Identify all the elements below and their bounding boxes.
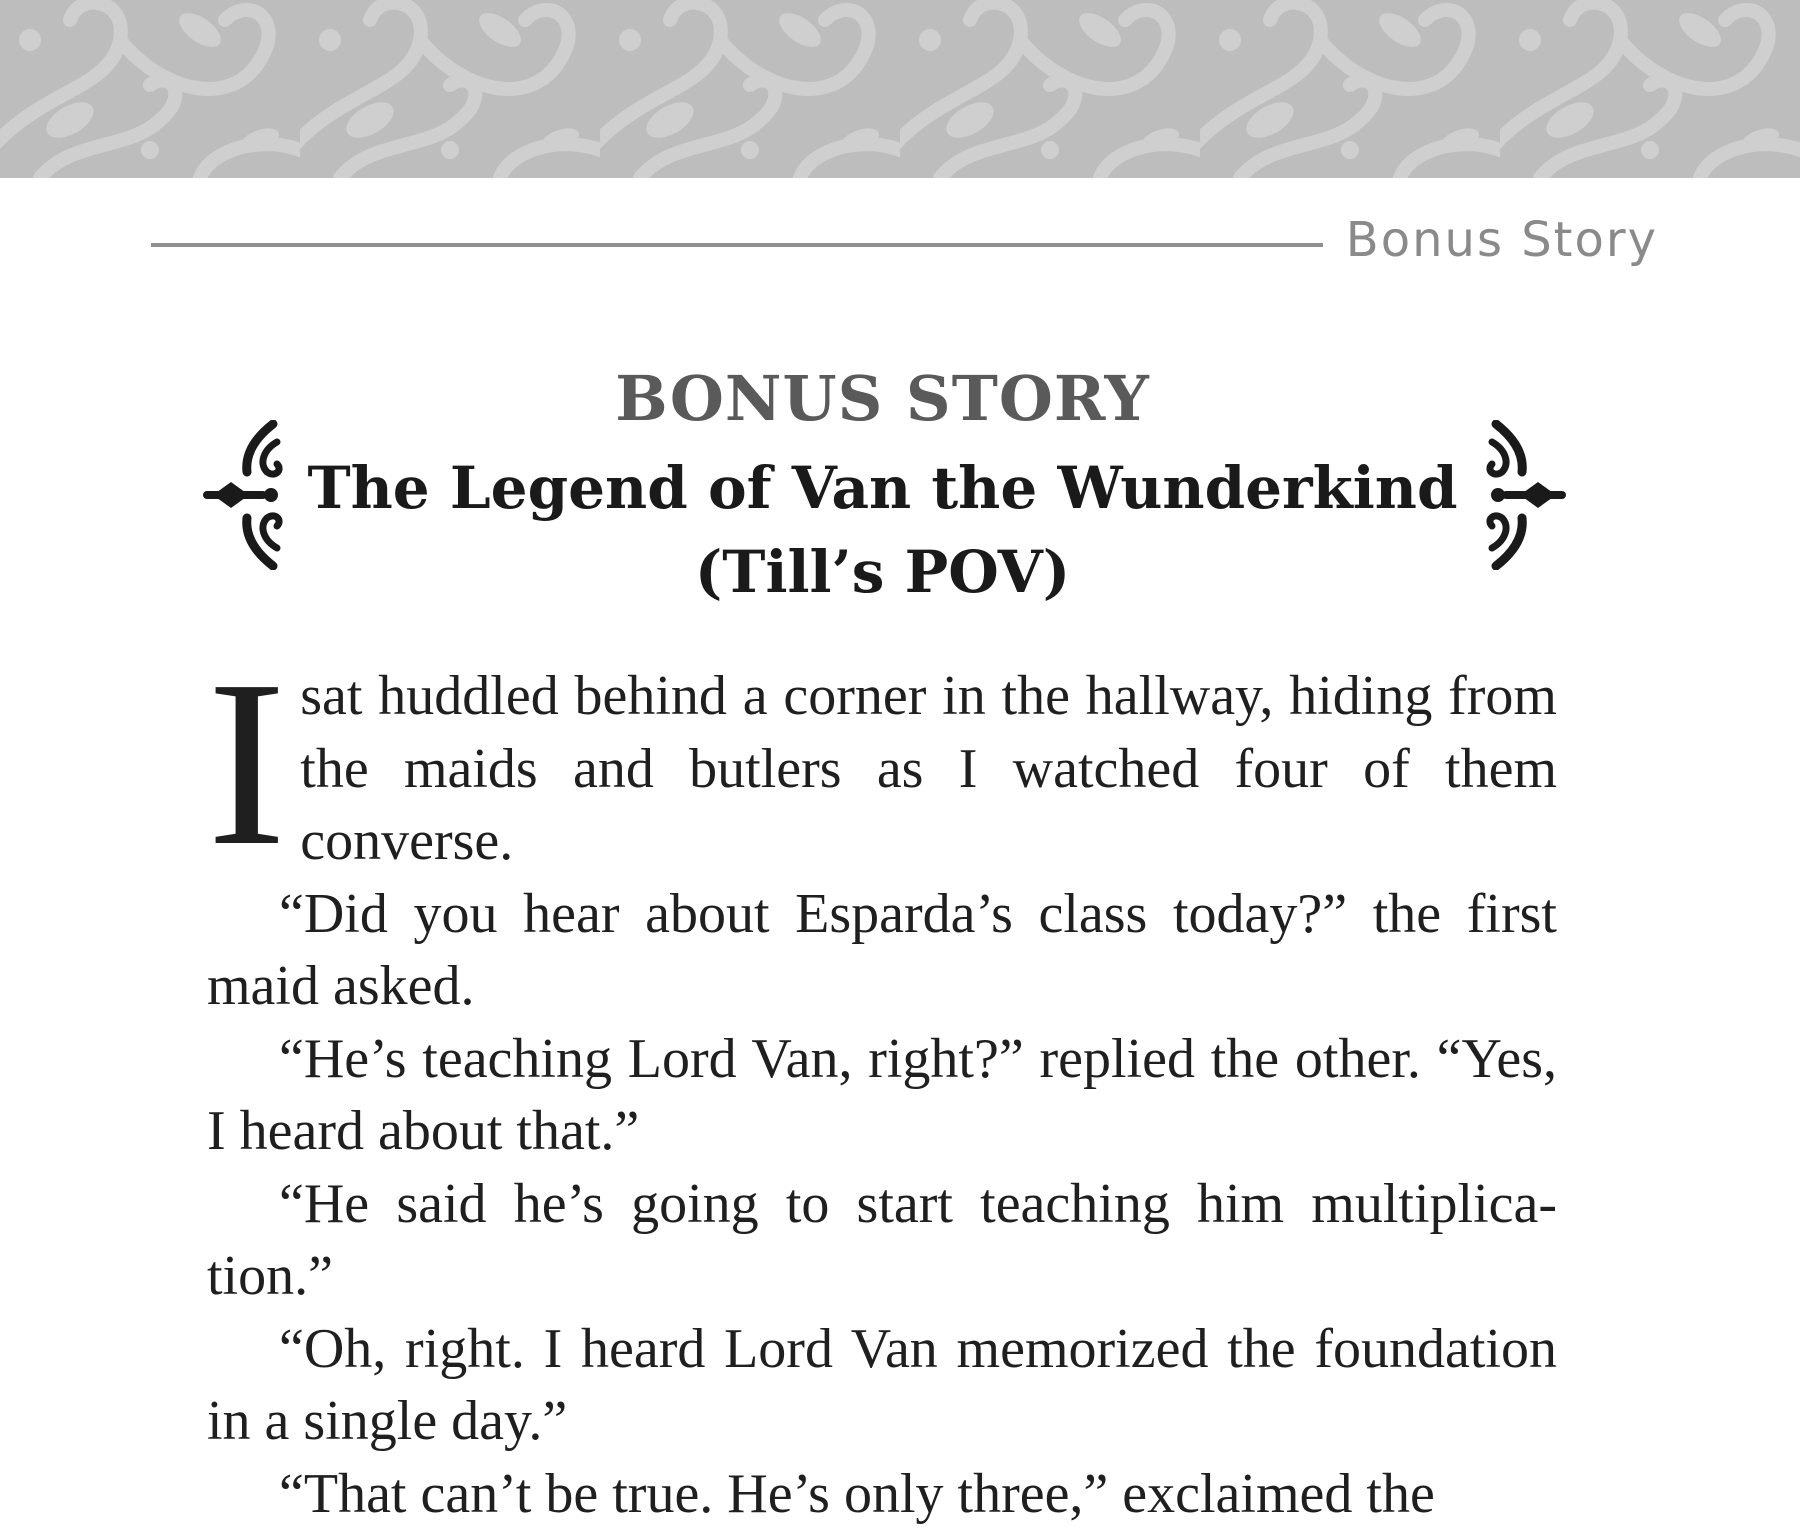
paragraph: “He said he’s going to start teaching him multiplica-tion.” bbox=[207, 1168, 1557, 1313]
chapter-title-line-1: The Legend of Van the Wunderkind bbox=[290, 446, 1475, 530]
flourish-ornament-right-icon bbox=[1474, 420, 1566, 570]
paragraph: “He’s teaching Lord Van, right?” replied the other. “Yes, I heard about that.” bbox=[207, 1023, 1557, 1168]
header-rule bbox=[151, 243, 1323, 247]
damask-pattern bbox=[0, 0, 1800, 178]
chapter-title-line-2: (Till’s POV) bbox=[290, 530, 1475, 614]
paragraph-text: sat huddled behind a corner in the hallway, hiding from the maids and butlers as I watched four of them converse. bbox=[300, 665, 1557, 872]
paragraph bbox=[207, 660, 1557, 878]
chapter-label: BONUS STORY bbox=[0, 368, 1765, 430]
flourish-ornament-left-icon bbox=[203, 420, 295, 570]
story-body bbox=[207, 660, 1557, 1530]
chapter-title bbox=[290, 446, 1475, 614]
running-head: Bonus Story bbox=[1340, 216, 1658, 264]
paragraph: “Oh, right. I heard Lord Van memorized the foundation in a single day.” bbox=[207, 1313, 1557, 1458]
paragraph: “That can’t be true. He’s only three,” exclaimed the bbox=[207, 1458, 1557, 1530]
decorative-header-banner bbox=[0, 0, 1800, 178]
drop-cap: I bbox=[207, 669, 286, 859]
paragraph: “Did you hear about Esparda’s class today?” the first maid asked. bbox=[207, 878, 1557, 1023]
